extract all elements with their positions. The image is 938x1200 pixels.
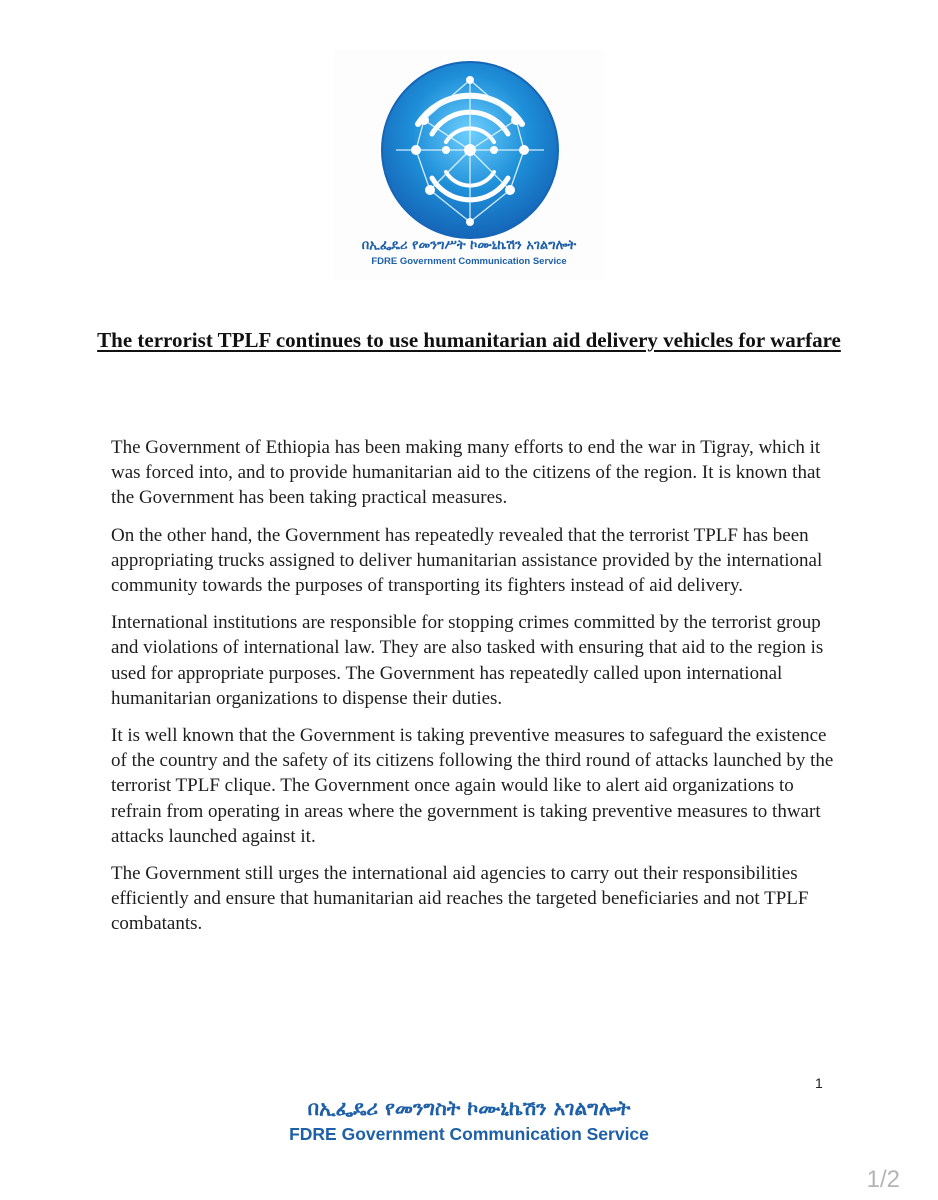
globe-network-icon (334, 50, 604, 240)
logo-amharic-text: በኢፌዴሪ የመንግሥት ኮሙኒኬሽን አገልግሎት (361, 238, 577, 253)
page-indicator: 1/2 (866, 1166, 900, 1193)
paragraph: The Government still urges the international aid agencies to carry out their responsibilities efficiently and ensure that humanitarian aid reaches the targeted beneficiaries and not TPLF combatants. (111, 863, 809, 935)
paragraph: It is well known that the Government is taking preventive measures to safeguard the existence of the country and the safety of its citizens following the third round of attacks launched by the terrorist TPLF clique. The Government once again would like to alert aid organizations to refrain from operating in areas where the government is taking preventive measures to thwart attacks launched against it. (111, 725, 834, 847)
paragraph: International institutions are responsible for stopping crimes committed by the terrorist group and violations of international law. They are also tasked with ensuring that aid to the region is used for appropriate purposes. The Government has repeatedly called upon international humanitarian organizations to dispense their duties. (111, 612, 824, 709)
logo-english-text: FDRE Government Communication Service (371, 256, 567, 267)
logo (334, 50, 604, 280)
footer-english-text: FDRE Government Communication Service (289, 1124, 649, 1144)
document-body (111, 435, 841, 949)
footer-amharic-text: በኢፌዴሪ የመንግስት ኮሙኒኬሽን አገልግሎት (307, 1096, 631, 1120)
paragraph: The Government of Ethiopia has been making many efforts to end the war in Tigray, which it was forced into, and to provide humanitarian aid to the citizens of the region. It is known that the Government has been taking practical measures. (111, 437, 821, 509)
page-number: 1 (815, 1075, 823, 1091)
paragraph: On the other hand, the Government has repeatedly revealed that the terrorist TPLF has been appropriating trucks assigned to deliver humanitarian assistance provided by the international community towards the purposes of transporting its fighters instead of aid delivery. (111, 524, 823, 597)
document-title: The terrorist TPLF continues to use humanitarian aid delivery vehicles for warfare (97, 328, 841, 352)
